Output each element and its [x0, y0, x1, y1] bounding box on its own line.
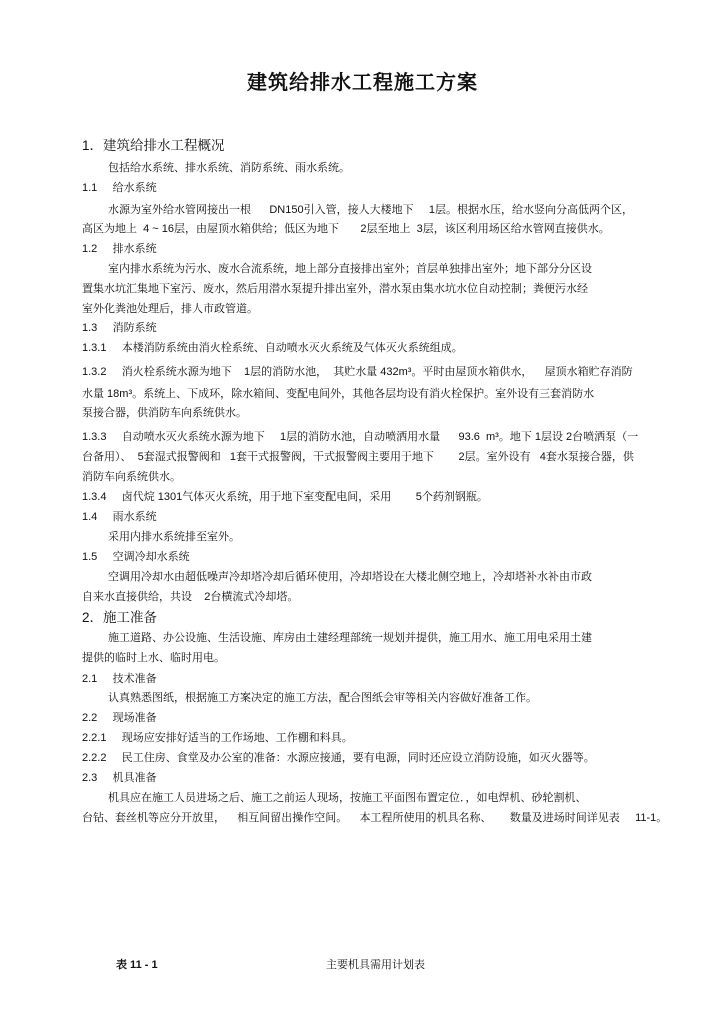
paragraph-line: 高区为地上 4 ~ 16层，由屋顶水箱供给；低区为地下 2层至地上 3层，该区利用场区给水管网直接供水。: [82, 223, 610, 235]
section-heading: 2．施工准备: [82, 610, 158, 625]
paragraph-line: 施工道路、办公设施、生活设施、库房由土建经理部统一规划并提供，施工用水、施工用电采用土建: [108, 632, 592, 644]
document-title: 建筑给排水工程施工方案: [247, 72, 478, 94]
paragraph-line: 1.3.1 本楼消防系统由消火栓系统、自动喷水灭火系统及气体灭火系统组成。: [82, 342, 463, 354]
paragraph-line: 2.2.1 现场应安排好适当的工作场地、工作棚和料具。: [82, 732, 353, 744]
paragraph-line: 消防车向系统供水。: [82, 471, 181, 483]
paragraph-line: 台钻、套丝机等应分开放里， 相互间留出操作空间。 本工程所使用的机具名称、 数量及进场时间详见表 11-1。: [82, 812, 668, 824]
paragraph-line: 机具应在施工人员进场之后、施工之前运人现场，按施工平面图布置定位．，如电焊机、砂轮割机、: [108, 792, 587, 804]
subsection-heading: 1.5 空调冷却水系统: [82, 551, 190, 563]
subsection-heading: 2.3 机具准备: [82, 772, 157, 784]
paragraph-line: 认真熟悉图纸，根据施工方案决定的施工方法，配合图纸会审等相关内容做好准备工作。: [108, 692, 537, 704]
table-number: 表 11 - 1: [116, 959, 158, 971]
paragraph-line: 台备用）、 5套湿式报警阀和 1套干式报警阀，干式报警阀主要用于地下 2层。室外设有 4套水泵接合器，供: [82, 451, 634, 463]
paragraph-line: 包括给水系统、排水系统、消防系统、雨水系统。: [108, 162, 350, 174]
section-heading: 1．建筑给排水工程概况: [82, 138, 225, 153]
table-title: 主要机具需用计划表: [326, 959, 425, 971]
paragraph-line: 室内排水系统为污水、废水合流系统，地上部分直接排出室外；首层单独排出室外；地下部分分区设: [108, 263, 592, 275]
paragraph-line: 水源为室外给水管网接出一根 DN150引入管，接人大楼地下 1层。根据水压，给水竖向分高低两个区，: [108, 204, 633, 216]
paragraph-line: 水量 18m³。系统上、下成环，除水箱间、变配电间外，其他各层均设有消火栓保护。室外设有三套消防水: [82, 388, 595, 400]
paragraph-line: 1.3.4 卤代烷 1301气体灭火系统，用于地下室变配电间，采用 5个药剂钢瓶。: [82, 491, 488, 503]
paragraph-line: 提供的临时上水、临时用电。: [82, 652, 225, 664]
subsection-heading: 2.2 现场准备: [82, 712, 157, 724]
paragraph-line: 泵接合器，供消防车向系统供水。: [82, 407, 247, 419]
paragraph-line: 自来水直接供给，共设 2台横流式冷却塔。: [82, 591, 299, 603]
paragraph-line: 2.2.2 民工住房、食堂及办公室的准备：水源应接通，要有电源，同时还应设立消防设施，如灭火器等。: [82, 752, 595, 764]
subsection-heading: 1.4 雨水系统: [82, 511, 157, 523]
subsection-heading: 1.3 消防系统: [82, 322, 157, 334]
paragraph-line: 置集水坑汇集地下室污、废水，然后用潜水泵提升排出室外，潜水泵由集水坑水位自动控制；粪便污水经: [82, 283, 588, 295]
subsection-heading: 1.1 给水系统: [82, 182, 157, 194]
subsection-heading: 2.1 技术准备: [82, 673, 157, 685]
subsection-heading: 1.2 排水系统: [82, 243, 157, 255]
paragraph-line: 采用内排水系统排至室外。: [108, 531, 240, 543]
paragraph-line: 1.3.3 自动喷水灭火系统水源为地下 1层的消防水池，自动喷洒用水量 93.6 m³。地下 1层设 2台喷洒泵（一: [82, 431, 639, 443]
paragraph-line: 室外化粪池处理后，排人市政管道。: [82, 303, 258, 315]
paragraph-line: 1.3.2 消火栓系统水源为地下 1层的消防水池， 其贮水量 432m³。平时由屋顶水箱供水， 屋顶水箱贮存消防: [82, 366, 633, 378]
paragraph-line: 空调用冷却水由超低噪声冷却塔冷却后循环使用，冷却塔设在大楼北侧空地上，冷却塔补水补由市政: [108, 571, 592, 583]
